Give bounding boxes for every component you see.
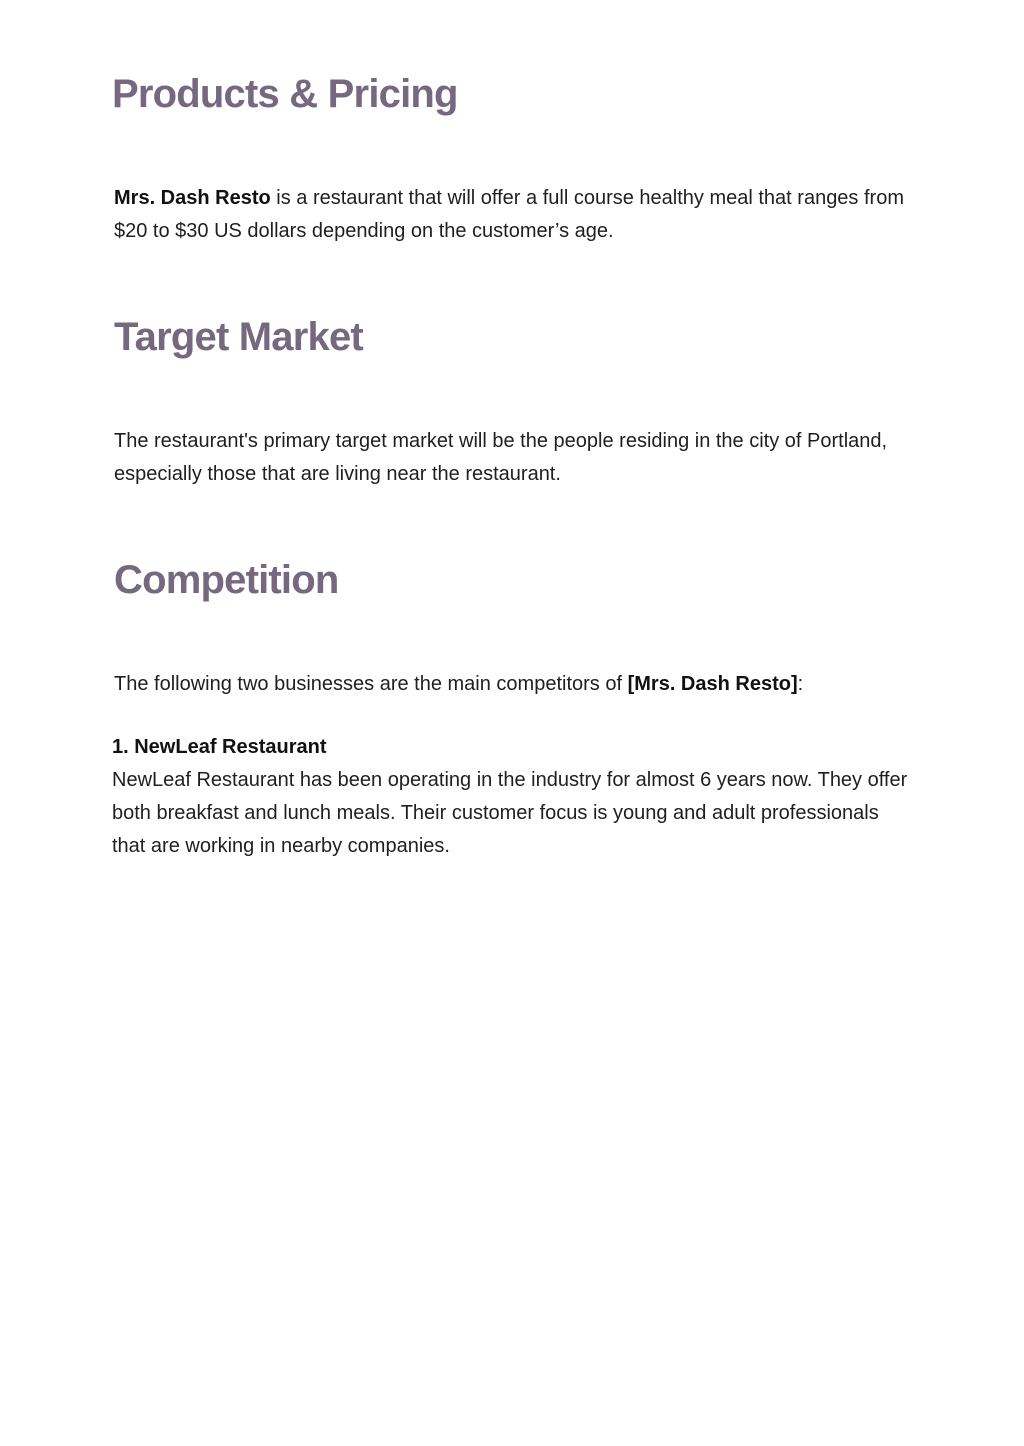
paragraph-target-market: The restaurant's primary target market will be the people residing in the city of Portland, especially those that are living near the restaurant. [114,430,888,485]
competition-intro-end: : [797,673,804,695]
paragraph-competition-intro [114,668,904,701]
competitor-title: 1. NewLeaf Restaurant [112,736,327,758]
heading-products-pricing: Products & Pricing [112,72,458,116]
heading-competition: Competition [114,558,339,602]
heading-target-market: Target Market [114,315,363,359]
competitor-subject-bold: [Mrs. Dash Resto] [627,673,798,695]
restaurant-name-bold: Mrs. Dash Resto [114,187,271,209]
paragraph-products-pricing [114,182,904,248]
products-pricing-text: is a restaurant that will offer a full course healthy meal that ranges from $20 to $30 US dollars depending on the customer’s age. [114,187,904,242]
competition-intro-text: The following two businesses are the main competitors of [114,673,628,695]
competitor-description: NewLeaf Restaurant has been operating in the industry for almost 6 years now. They offer both breakfast and lunch meals. Their customer focus is young and adult professionals that are working in nearby companies. [112,769,908,857]
